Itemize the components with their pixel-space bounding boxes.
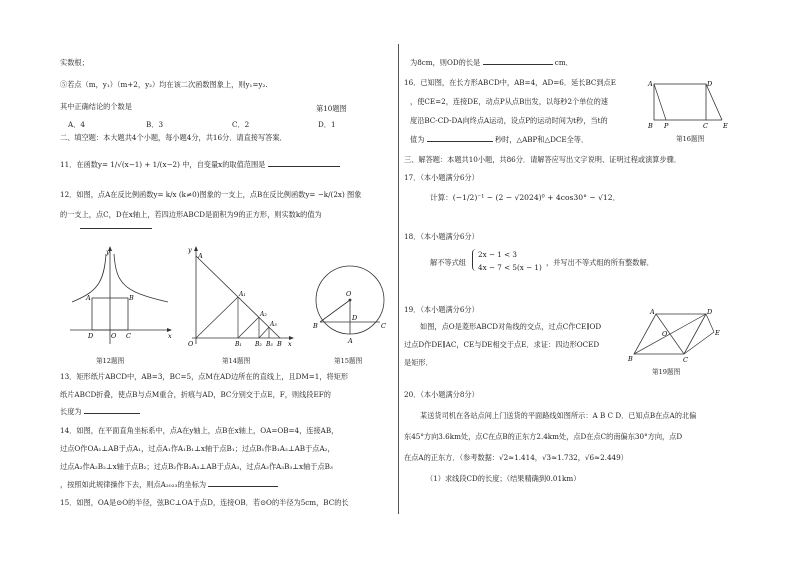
fig15-caption: 第15题图 xyxy=(334,357,363,365)
fig14-b2a3 xyxy=(259,327,269,338)
fig14-oa1 xyxy=(196,297,238,338)
fig15-label-b: B xyxy=(313,322,318,330)
fig14-label-y: y xyxy=(188,246,192,254)
question-12-line1: 12．如图，点A在反比例函数y= k/x (k≠0)图象的一支上，点B在反比例函数y= −k/(2x) 图象 xyxy=(60,190,362,199)
question-20-line3: 在点A的正东方．（参考数据：√2≈1.414，√3≈1.732，√6≈2.449） xyxy=(404,453,628,462)
figure-14 xyxy=(184,244,296,348)
answer-blank-14[interactable] xyxy=(208,486,278,487)
question-14-line4 xyxy=(60,480,278,489)
fig15-label-a: A xyxy=(348,337,353,345)
answer-blank-15[interactable] xyxy=(483,64,553,65)
question-11-text: 11．在函数y= 1/√(x−1) + 1/(x−2) 中，自变量x的取值范围是 xyxy=(60,160,266,169)
question-16d-text: 值为 xyxy=(410,135,425,144)
question-14-text: ，按照如此规律操作下去，则点A₂₀₂₃的坐标为 xyxy=(60,480,207,489)
question-16-line1: 16．已知图，在长方形ABCD中，AB=4，AD=6．延长BC到点E xyxy=(404,78,616,87)
figure-12 xyxy=(66,244,174,348)
question-14-line2: 过点O作OA₁⊥AB于点A₁，过点A₁作A₁B₁⊥x轴于点B₁；过点B₁作B₁A₂⊥AB于点A₂， xyxy=(60,444,335,453)
fig15-ob xyxy=(320,300,350,322)
question-15-line2 xyxy=(410,58,573,67)
question-20-heading: 20．（本小题满分8分） xyxy=(404,390,479,399)
question-18-heading: 18．（本小题满分6分） xyxy=(404,232,479,241)
fig16-label-c: C xyxy=(703,122,708,130)
fig19-label-a: A xyxy=(650,308,655,316)
section2-heading: 二、填空题：本大题共4个小题，每小题4分，共16分．请直接写答案． xyxy=(60,133,287,142)
fig16-caption: 第16题图 xyxy=(676,135,705,143)
fig14-label-o: O xyxy=(188,340,194,348)
question-18-ineq2: 4x − 7 < 5(x − 1) xyxy=(478,263,542,272)
fig12-curve-right xyxy=(114,254,168,302)
fig12-label-c: C xyxy=(126,332,131,340)
choice-d: D．1 xyxy=(318,120,336,129)
fig16-label-a: A xyxy=(648,80,653,88)
fig12-label-y: y xyxy=(106,248,110,256)
text-count-question: 其中正确结论的个数是 xyxy=(60,102,132,111)
question-19-heading: 19．（本小题满分6分） xyxy=(404,305,479,314)
question-18-ineq1: 2x − 1 < 3 xyxy=(478,250,517,259)
question-13-text: 长度为 xyxy=(60,407,82,416)
choice-a: A．4 xyxy=(68,120,85,129)
fig14-label-a1: A₁ xyxy=(239,291,246,298)
question-15b-text: 为8cm，则OD的长是 xyxy=(410,58,481,67)
fig19-ce xyxy=(684,332,714,354)
fig19-label-b: B xyxy=(628,355,633,363)
question-13-line2: 纸片ABCD折叠，使点B与点M重合，折痕与AD，BC分别交于点E，F，则线段EF的 xyxy=(60,390,331,399)
question-20-line1: 某送货司机在各站点间上门送货的平面路线如图所示：A B C D．已知点B在点A的北偏 xyxy=(420,411,697,420)
fig16-ap xyxy=(654,84,666,120)
fig16-label-p: P xyxy=(664,122,669,130)
fig14-label-a: A xyxy=(198,252,203,260)
text-shijuan: 实数根； xyxy=(60,58,89,67)
section3-heading: 三、解答题：本题共10小题，共86分．请解答应写出文字说明、证明过程或演算步骤． xyxy=(404,155,682,164)
fig19-de xyxy=(706,314,714,332)
question-16-line4 xyxy=(410,135,588,144)
fig19-caption: 第19题图 xyxy=(652,368,681,376)
question-17-heading: 17．（本小题满分6分） xyxy=(404,173,479,182)
question-20-line2: 东45°方向3.6km处，点C在点B的正东方2.4km处，点D在点C的南偏东30°方向，点D xyxy=(404,432,683,441)
fig12-label-o: O xyxy=(111,332,117,340)
fig12-label-a: A xyxy=(86,294,91,302)
fig16-rectangle xyxy=(654,84,706,120)
fig12-label-b: B xyxy=(129,294,134,302)
fig14-label-b3: B₃ xyxy=(266,341,273,348)
fig14-label-b2: B₂ xyxy=(255,341,262,348)
text-statement-5: ⑤若点（m，y₁）（m+2，y₂）均在该二次函数图象上，则y₁=y₂. xyxy=(60,80,268,89)
question-16-line3: 度沿BC-CD-DA向终点A运动，设点P的运动时间为t秒，当t的 xyxy=(410,116,608,125)
question-18-tail: ，并写出不等式组的所有整数解． xyxy=(546,258,654,267)
fig14-label-b1: B₁ xyxy=(235,341,242,348)
fig15-label-c: C xyxy=(381,322,386,330)
figure-19 xyxy=(626,306,722,364)
fig16-de xyxy=(706,84,722,120)
question-14-line3: 过点A₂作A₂B₂⊥x轴于点B₂；过点B₂作B₂A₃⊥AB于点A₃，过点A₃作A₃B₃⊥x轴于点B₃ xyxy=(60,462,333,471)
fig16-label-e: E xyxy=(723,122,728,130)
fig14-label-b: B xyxy=(277,340,282,348)
fig14-label-a3: A₃ xyxy=(270,321,277,328)
fig12-caption: 第12题图 xyxy=(96,357,125,365)
fig15-label-o: O xyxy=(346,290,352,298)
answer-blank-13[interactable] xyxy=(84,413,140,414)
question-16d2-text: 秒时，△ABP和△DCE全等． xyxy=(494,135,589,144)
question-18-solve: 解不等式组 xyxy=(430,258,466,267)
fig19-label-o: O xyxy=(662,330,668,338)
question-14-line1: 14．如图，在平面直角坐标系中，点A在y轴上，点B在x轴上，OA=OB=4，连接AB， xyxy=(60,426,339,435)
fig12-label-x: x xyxy=(168,332,172,340)
fig14-label-x: x xyxy=(288,340,292,348)
question-11 xyxy=(60,160,340,169)
question-13-line1: 13．矩形纸片ABCD中，AB=3，BC=5，点M在AD边所在的直线上，且DM=1，将矩形 xyxy=(60,372,349,381)
question-20-part1: （1）求线段CD的长度；（结果精确到0.01km） xyxy=(426,474,581,483)
answer-blank-11[interactable] xyxy=(268,166,340,167)
answer-blank-12[interactable] xyxy=(80,228,152,229)
answer-blank-16[interactable] xyxy=(427,141,493,142)
question-19-line3: 是矩形． xyxy=(404,358,433,367)
question-19-line1: 如图，点O是菱形ABCD对角线的交点，过点C作CE∥OD xyxy=(420,322,602,331)
fig14-caption: 第14题图 xyxy=(222,357,251,365)
question-13-line3 xyxy=(60,407,140,416)
choice-b: B．3 xyxy=(146,120,164,129)
figure-16 xyxy=(646,78,734,130)
fig19-label-d: D xyxy=(707,308,713,316)
fig19-label-e: E xyxy=(715,329,720,337)
fig14-b1a2 xyxy=(238,317,259,338)
figure-15 xyxy=(308,262,392,348)
fig14-label-a2: A₂ xyxy=(260,311,267,318)
question-17-calc: 计算：(−1/2)⁻¹ − (2 − √2024)⁰ + 4cos30° − √12． xyxy=(430,193,621,202)
question-12-line2: 的一支上，点C，D在x轴上，若四边形ABCD是面积为9的正方形，则实数k的值为 xyxy=(60,210,322,219)
fig15-label-d: D xyxy=(352,314,358,322)
fig16-label-d: D xyxy=(707,80,713,88)
question-15-line1: 15．如图，OA是⊙O的半径，弦BC⊥OA于点D，连接OB．若⊙O的半径为5cm，BC的长 xyxy=(60,498,349,507)
question-19-line2: 过点D作DE∥AC，CE与DE相交于点E．求证：四边形OCED xyxy=(404,340,600,349)
fig19-label-c: C xyxy=(683,356,688,364)
fig16-label-b: B xyxy=(648,122,653,130)
question-16-line2: ，使CE=2，连接DE，动点P从点B出发，以每秒2个单位的速 xyxy=(410,97,608,106)
question-15b-unit: cm． xyxy=(554,58,573,67)
fig10-caption: 第10题图 xyxy=(316,104,347,113)
choice-c: C．2 xyxy=(232,120,250,129)
column-divider xyxy=(398,44,399,514)
fig12-label-d: D xyxy=(88,332,94,340)
